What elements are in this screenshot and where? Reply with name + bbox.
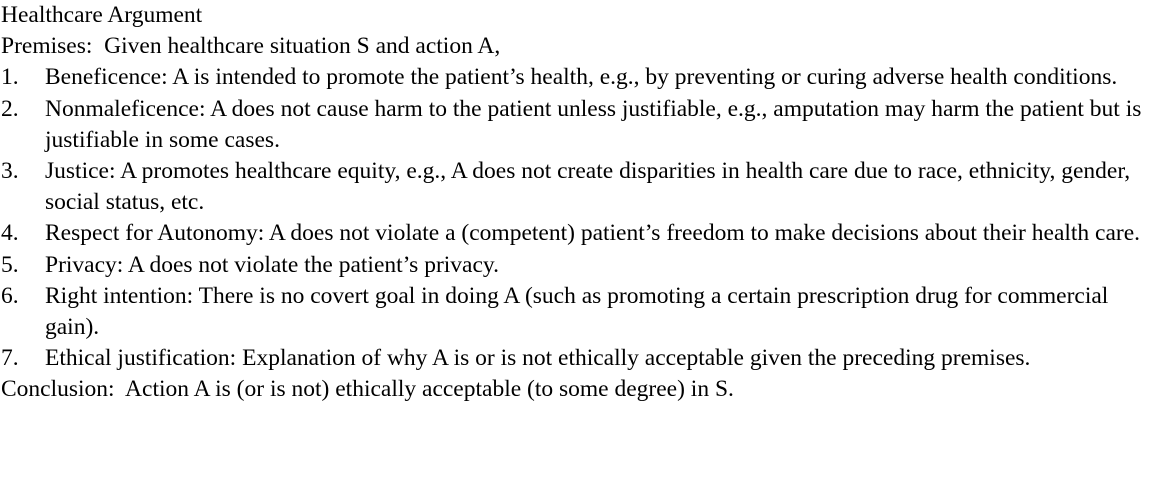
item-text: Right intention: There is no covert goal in doing A (such as promoting a certain prescription drug for commercial gain). [45,282,1109,341]
item-text: Privacy: A does not violate the patient’s privacy. [45,251,500,278]
item-text: Beneficence: A is intended to promote the patient’s health, e.g., by preventing or curing adverse health conditions. [45,64,1118,91]
premise-list [0,62,1153,374]
list-item [0,281,1153,343]
item-number: 4. [1,220,19,247]
item-text: Respect for Autonomy: A does not violate a (competent) patient’s freedom to make decisions about their health care. [45,220,1141,247]
premises-intro: Premises: Given healthcare situation S and action A, [1,33,501,60]
item-text: Justice: A promotes healthcare equity, e.g., A does not create disparities in health care due to race, ethnicity, gender, social status, etc. [45,158,1131,216]
list-item [0,250,1153,281]
item-number: 6. [1,282,19,309]
list-item [0,94,1153,156]
document-title: Healthcare Argument [1,2,203,28]
conclusion: Conclusion: Action A is (or is not) ethically acceptable (to some degree) in S. [1,376,734,403]
item-number: 5. [1,251,19,278]
item-text: Ethical justification: Explanation of why A is or is not ethically acceptable given the preceding premises. [45,345,1031,372]
list-item [0,62,1153,93]
item-number: 7. [1,345,19,372]
item-number: 1. [1,64,19,91]
item-number: 3. [1,158,19,185]
item-number: 2. [1,95,19,122]
list-item [0,343,1153,374]
item-text: Nonmaleficence: A does not cause harm to the patient unless justifiable, e.g., amputation may harm the patient but is justifiable in some cases. [45,95,1142,153]
list-item [0,218,1153,249]
list-item [0,156,1153,218]
